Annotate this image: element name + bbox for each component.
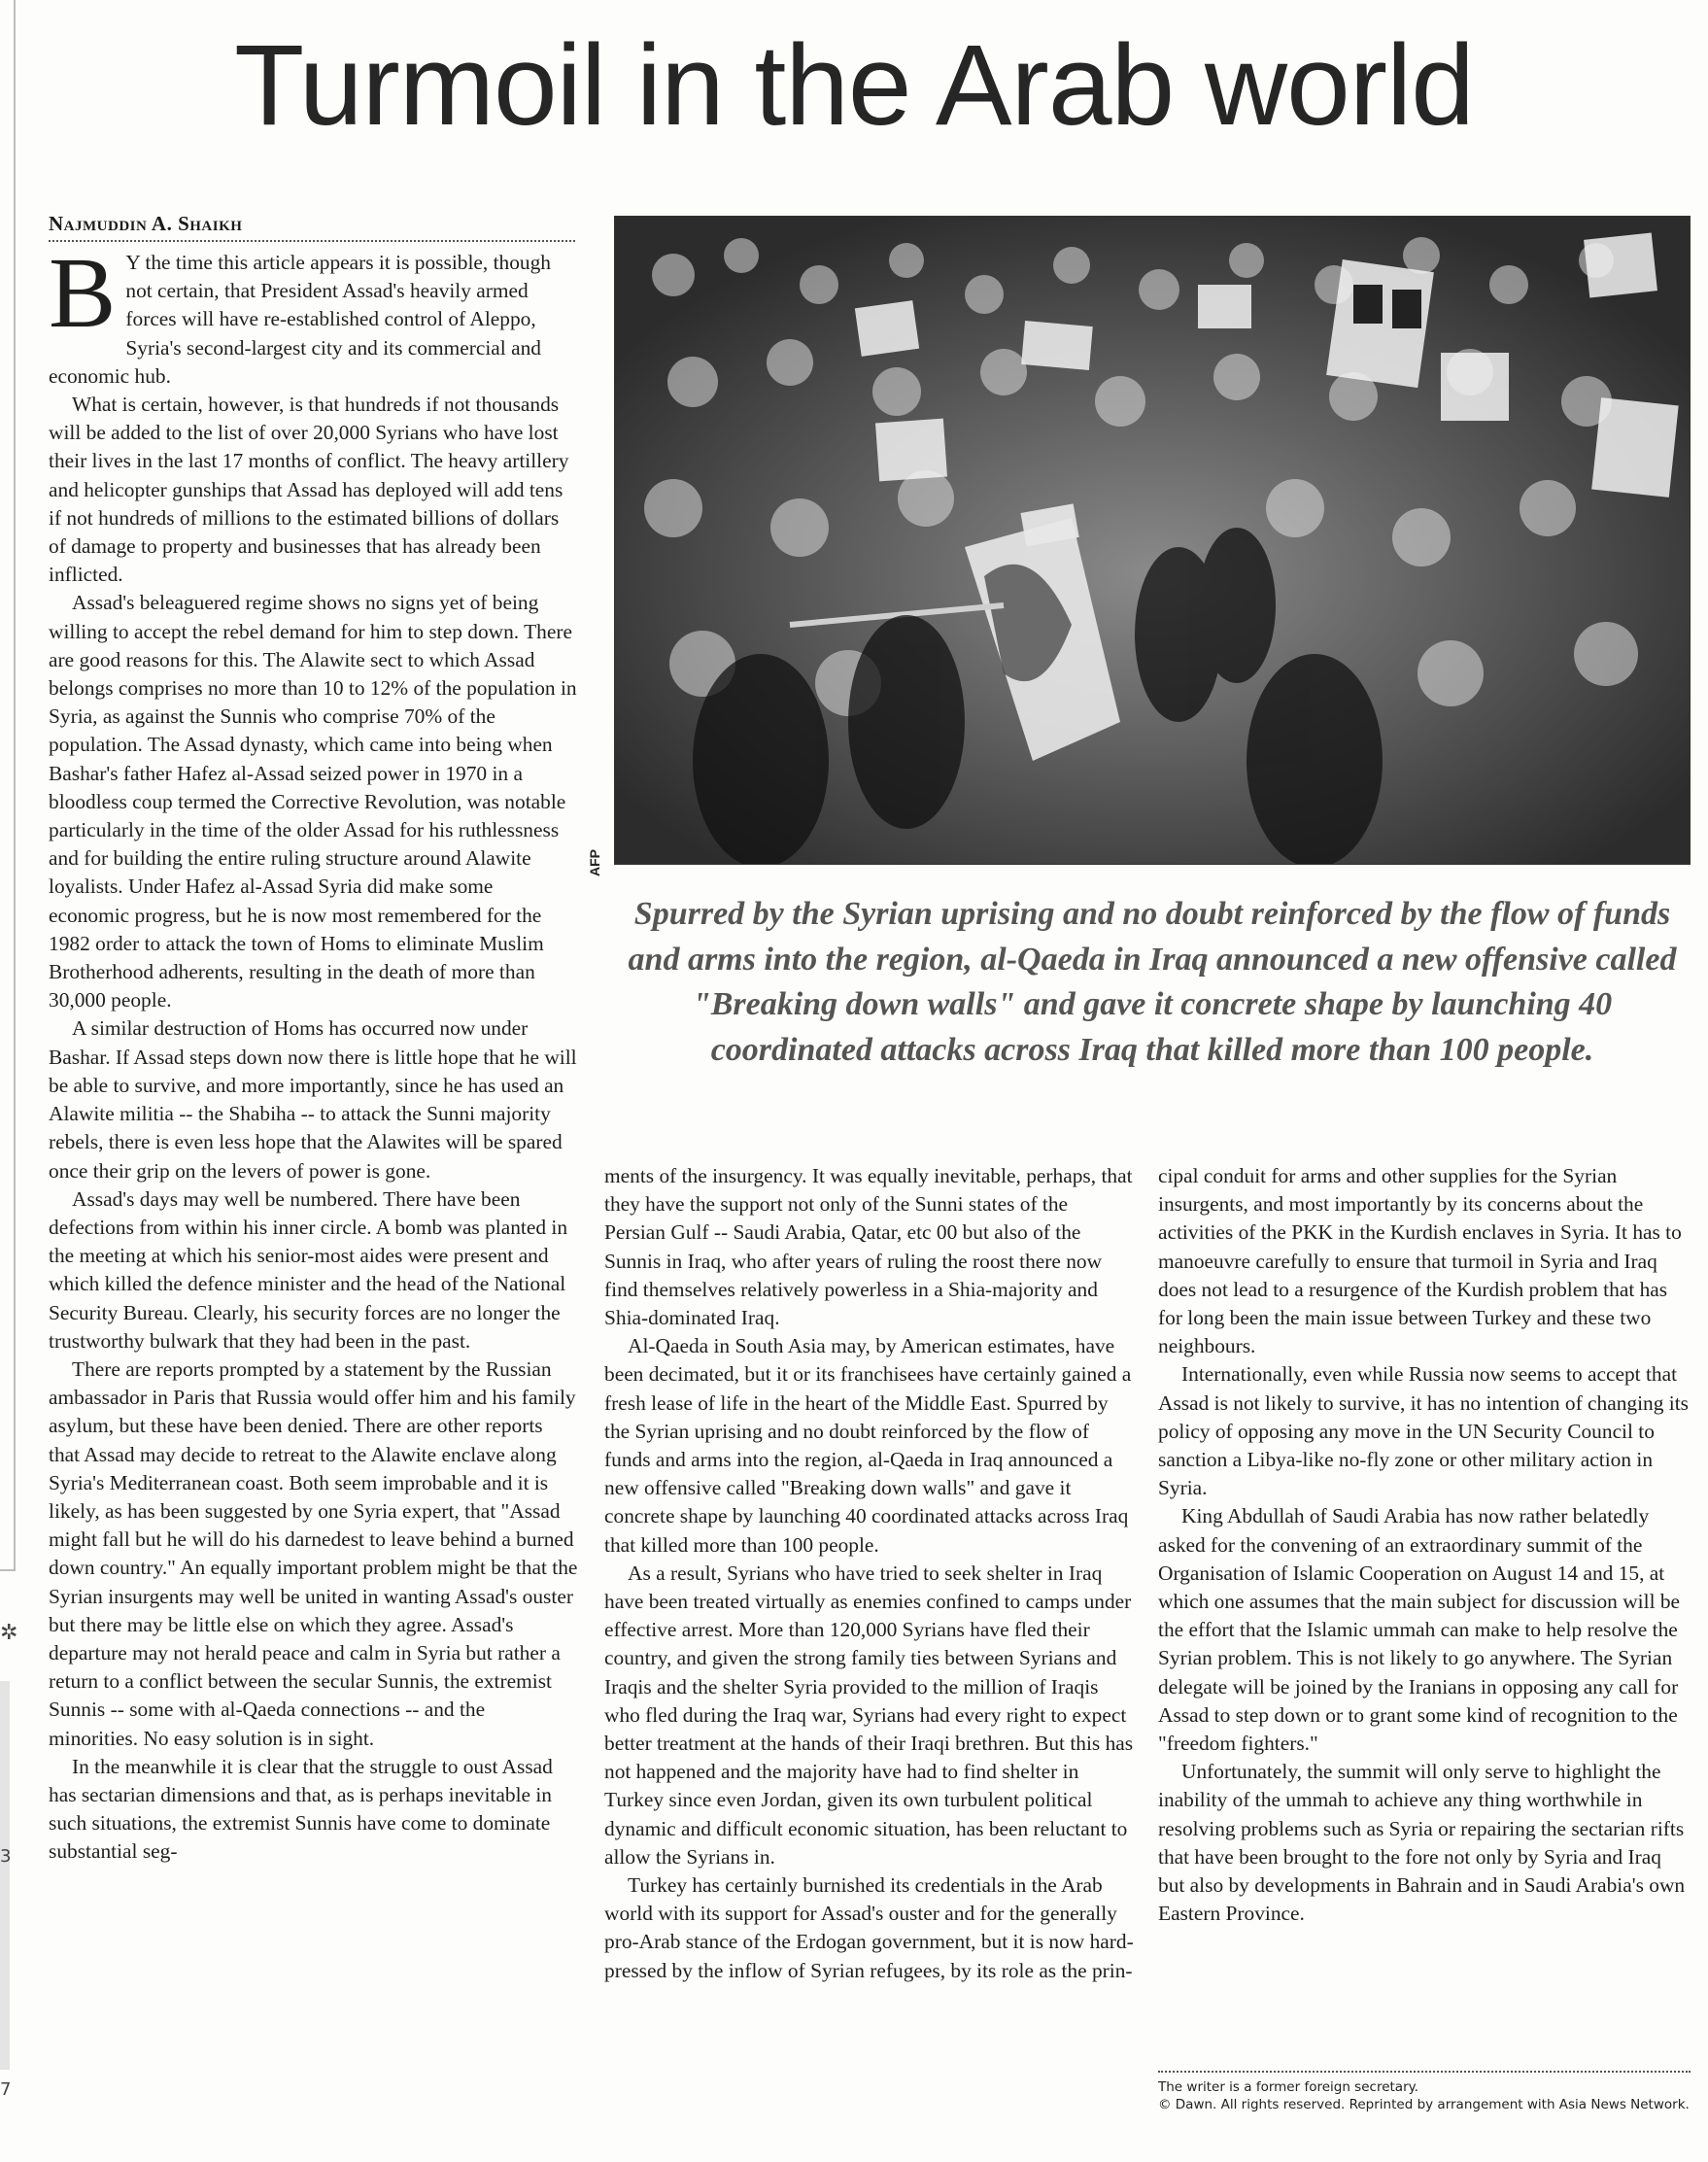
paragraph: Al-Qaeda in South Asia may, by American estimates, have been decimated, but it or its franchisees have certainly gained a fresh lease of life in the heart of the Middle East. Spurred by the Syrian uprising and no doubt reinforced by the flow of funds and arms into the region, al-Qaeda in Iraq announced a new offensive called "Breaking down walls" and gave it concrete shape by launching 40 coordinated attacks across Iraq that killed more than 100 people. <box>604 1334 1132 1557</box>
paragraph: cipal conduit for arms and other supplies for the Syrian insurgents, and most importantly by its concerns about the activities of the PKK in the Kurdish enclaves in Syria. It has to manoeuvre carefully to ensure that turmoil in Syria and Iraq does not lead to a resurgence of the Kurdish problem that has for long been the main issue between Turkey and these two neighbours. <box>1158 1164 1682 1358</box>
margin-ornament-icon: ✲ <box>0 1621 18 1645</box>
protest-photo-icon <box>615 217 1691 865</box>
photo-credit: AFP <box>587 849 602 876</box>
paragraph: King Abdullah of Saudi Arabia has now rather belatedly asked for the convening of an extraordinary summit of the Organisation of Islamic Cooperation on August 14 and 15, at which one assumes that the main subject for discussion will be the effort that the Islamic ummah can make to help resolve the Syrian problem. This is not likely to go anywhere. The Syrian delegate will be joined by the Iranians in opposing any call for Assad to step down or to grant some kind of recognition to the "freedom fighters." <box>1158 1504 1681 1756</box>
drop-cap: B <box>49 237 117 349</box>
margin-rule <box>14 0 16 1569</box>
paragraph: ments of the insurgency. It was equally inevitable, perhaps, that they have the support not only of the Sunni states of the Persian Gulf -- Saudi Arabia, Qatar, etc 00 but also of the Sunnis in Iraq, who after years of ruling the roost there now find themselves relatively powerless in a Shia-majority and Shia-dominated Iraq. <box>604 1164 1133 1330</box>
byline: Najmuddin A. Shaikh <box>49 212 575 242</box>
paragraph: There are reports prompted by a statement by the Russian ambassador in Paris that Russia would offer him and his family asylum, but these have been denied. There are other reports that Assad may decide to retreat to the Alawite enclave along Syria's Mediterranean coast. Both seem improbable and it is likely, as has been suggested by one Syria expert, that "Assad might fall but he will do his darnedest to leave behind a burned down country." An equally important problem might be that the Syrian insurgents may well be united in wanting Assad's ouster but there may be little else on which they agree. Assad's departure may not herald peace and calm in Syria but rather a return to a conflict between the secular Sunnis, the extremist Sunnis -- some with al-Qaeda connections -- and the minorities. No easy solution is in sight. <box>49 1356 578 1750</box>
paragraph: In the meanwhile it is clear that the struggle to oust Assad has sectarian dimensions and that, as is perhaps inevitable in such situations, the extremist Sunnis have come to dominate substantial seg- <box>49 1754 553 1864</box>
copyright-notice: © Dawn. All rights reserved. Reprinted by arrangement with Asia News Network. <box>1158 2096 1690 2112</box>
article-column-2 <box>604 1162 1134 1985</box>
article-column-3 <box>1158 1162 1691 1928</box>
paragraph: Turkey has certainly burnished its credentials in the Arab world with its support for Assad's ouster and for the generally pro-Arab stance of the Erdogan government, but it is now hard-pressed by the inflow of Syrian refugees, by its role as the prin- <box>604 1873 1134 1982</box>
footer-divider <box>1158 2071 1691 2073</box>
margin-char: 7 <box>0 2079 12 2100</box>
protest-photo <box>614 216 1691 865</box>
paragraph: A similar destruction of Homs has occurred now under Bashar. If Assad steps down now there is little hope that he will be able to survive, and more importantly, since he has used an Alawite militia -- the Shabiha -- to attack the Sunni majority rebels, there is even less hope that the Alawites will be spared once their grip on the levers of power is gone. <box>49 1016 577 1183</box>
paragraph: Unfortunately, the summit will only serve to highlight the inability of the ummah to achieve any thing worthwhile in resolving problems such as Syria or repairing the sectarian rifts that have been brought to the fore not only by Syria and Iraq but also by developments in Bahrain and in Saudi Arabia's own Eastern Province. <box>1158 1760 1686 1926</box>
headline: Turmoil in the Arab world <box>234 21 1474 150</box>
margin-tick <box>0 1569 16 1571</box>
paragraph: Assad's days may well be numbered. There have been defections from within his inner circle. A bomb was planted in the meeting at which his senior-most aides were present and which killed the defence minister and the head of the National Security Bureau. Clearly, his security forces are no longer the trustworthy bulwark that they had been in the past. <box>49 1186 568 1353</box>
article-column-1 <box>49 237 578 1867</box>
pull-quote: Spurred by the Syrian uprising and no doubt reinforced by the flow of funds and arms into the region, al-Qaeda in Iraq announced a new offensive called "Breaking down walls" and gave it concrete shape by launching 40 coordinated attacks across Iraq that killed more than 100 people. <box>628 896 1677 1068</box>
margin-shade <box>0 1681 10 2070</box>
paragraph: Assad's beleaguered regime shows no signs yet of being willing to accept the rebel demand for him to step down. There are good reasons for this. The Alawite sect to which Assad belongs comprises no more than 10 to 12% of the population in Syria, as against the Sunnis who comprise 70% of the population. The Assad dynasty, which came into being when Bashar's father Hafez al-Assad seized power in 1970 in a bloodless coup termed the Corrective Revolution, was notable particularly in the time of the older Assad for his ruthlessness and for building the entire ruling structure around Alawite loyalists. Under Hafez al-Assad Syria did make some economic progress, but he is now most remembered for the 1982 order to attack the town of Homs to eliminate Muslim Brotherhood adherents, resulting in the death of more than 30,000 people. <box>49 591 577 1012</box>
paragraph: Internationally, even while Russia now seems to accept that Assad is not likely to survive, it has no intention of changing its policy of opposing any move in the UN Security Council to sanction a Libya-like no-fly zone or other military action in Syria. <box>1158 1362 1690 1500</box>
paragraph: As a result, Syrians who have tried to seek shelter in Iraq have been treated virtually as enemies confined to camps under effective arrest. More than 120,000 Syrians have fled their country, and given the strong family ties between Syrians and Iraqis and the shelter Syria provided to the million of Iraqis who fled during the Iraq war, Syrians had every right to expect better treatment at the hands of their Iraqi brethren. But this has not happened and the majority have had to find shelter in Turkey since even Jordan, given its own turbulent political dynamic and difficult economic situation, has been reluctant to allow the Syrians in. <box>604 1561 1134 1869</box>
paragraph <box>49 237 578 391</box>
paragraph: What is certain, however, is that hundreds if not thousands will be added to the list of over 20,000 Syrians who have lost their lives in the last 17 months of conflict. The heavy artillery and helicopter gunships that Assad has deployed will add tens if not hundreds of millions to the estimated billions of dollars of damage to property and businesses that has already been inflicted. <box>49 393 569 587</box>
left-margin <box>0 0 21 2162</box>
author-note <box>1158 2079 1691 2113</box>
author-bio: The writer is a former foreign secretary. <box>1158 2079 1418 2095</box>
margin-char: 3 <box>0 1846 12 1867</box>
paragraph-text: Y the time this article appears it is possible, though not certain, that President Assad's heavily armed forces will have re-established control of Aleppo, Syria's second-largest city and its commercial and economic hub. <box>49 251 552 388</box>
